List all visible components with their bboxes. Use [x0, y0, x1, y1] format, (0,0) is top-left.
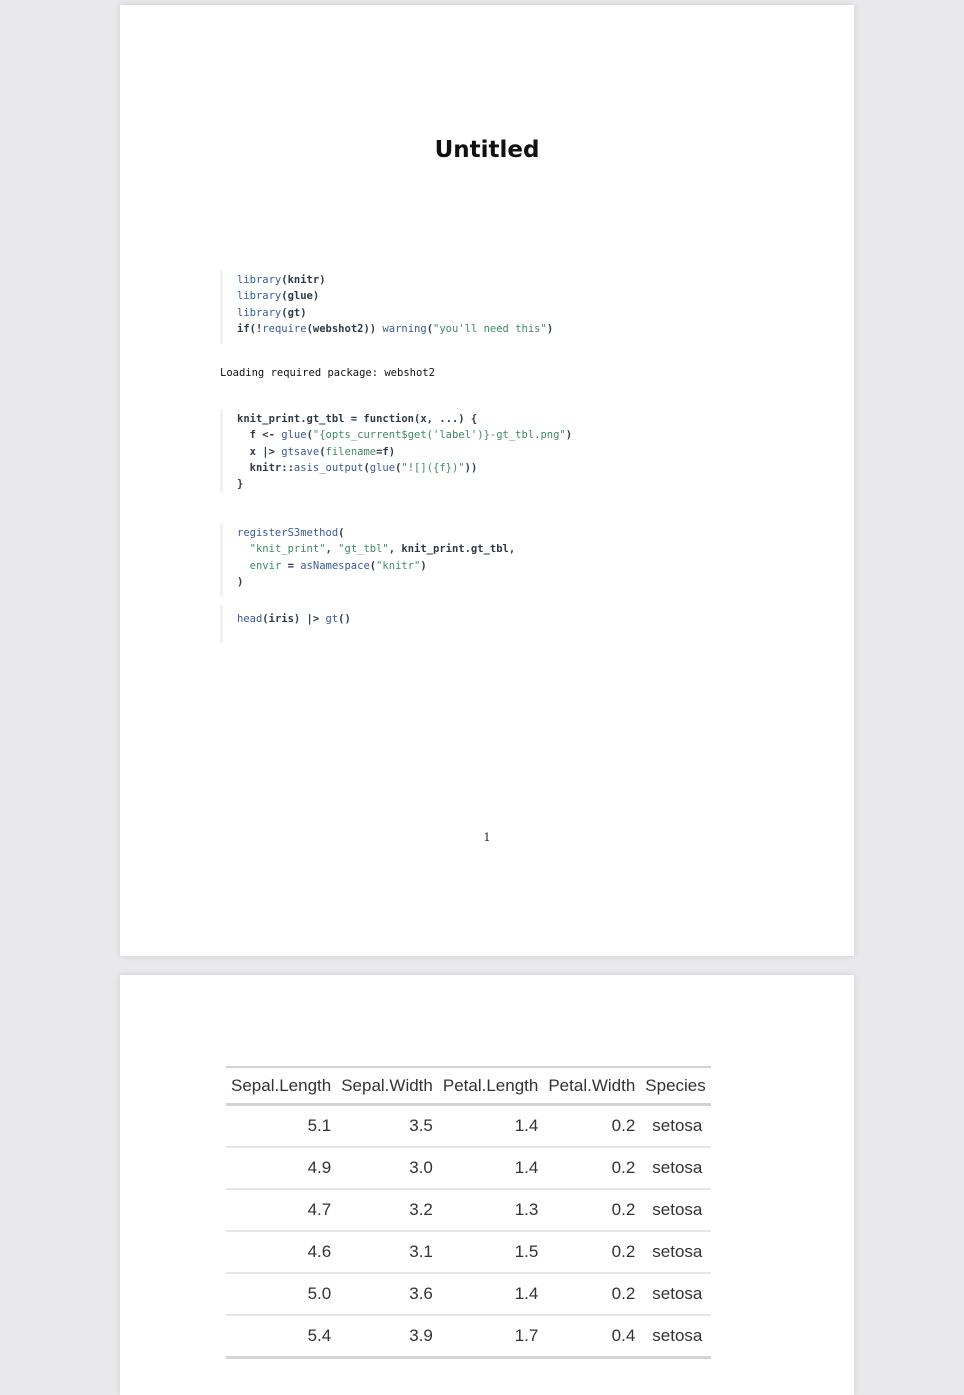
page-number: 1	[483, 831, 491, 844]
code-token: require	[262, 322, 307, 335]
column-header: Sepal.Length	[226, 1067, 336, 1105]
document-title: Untitled	[434, 137, 540, 163]
code-token: "you'll need this"	[433, 322, 547, 335]
code-line	[237, 476, 572, 492]
column-header: Species	[640, 1067, 710, 1105]
table-cell: 5.4	[307, 1326, 332, 1345]
code-line	[237, 541, 515, 557]
table-cell: setosa	[640, 1231, 710, 1273]
table-cell: 3.6	[336, 1273, 438, 1315]
table-cell: 3.5	[336, 1105, 438, 1148]
column-header: Petal.Length	[438, 1067, 543, 1105]
table-row	[226, 1231, 711, 1273]
code-token	[237, 543, 250, 555]
code-token: registerS3method	[237, 527, 339, 539]
code-token: knit_print.gt_tbl = function(x, ...) {	[237, 413, 478, 425]
code-token: "{opts_current$get('label')}-gt_tbl.png"	[312, 429, 566, 442]
code-token: (	[319, 445, 326, 458]
code-line	[237, 321, 553, 337]
code-token: }	[237, 478, 244, 491]
table-cell: 5.0	[226, 1273, 336, 1315]
table-cell: 1.7	[514, 1326, 539, 1345]
code-token: (iris) |>	[262, 613, 326, 625]
code-token: (	[338, 527, 345, 539]
table-cell: setosa	[640, 1147, 710, 1189]
code-token: if(!	[237, 322, 263, 335]
code-token: ()	[338, 613, 351, 625]
code-chunk-head-iris	[220, 605, 351, 643]
table-cell: 1.5	[438, 1231, 543, 1273]
table-cell: 0.2	[543, 1147, 640, 1189]
table-cell: 3.9	[409, 1326, 433, 1345]
code-token: (	[395, 461, 402, 474]
table-cell: 3.2	[336, 1189, 438, 1231]
table-cell: 5.1	[226, 1105, 336, 1148]
code-token: (glue)	[281, 290, 320, 303]
table-cell: setosa	[652, 1326, 703, 1345]
code-line	[237, 558, 515, 574]
code-token: , knit_print.gt_tbl,	[388, 543, 516, 556]
code-token: (gt)	[281, 306, 307, 319]
code-token: "knitr"	[376, 559, 421, 572]
code-token: gtsave	[281, 445, 320, 458]
code-line	[237, 574, 515, 590]
table-cell: 0.2	[543, 1231, 640, 1273]
code-token: f <-	[237, 429, 282, 442]
table-cell: setosa	[640, 1273, 710, 1315]
column-header: Sepal.Width	[336, 1067, 438, 1105]
code-token: (	[369, 559, 377, 572]
table-cell: 1.3	[438, 1189, 543, 1231]
code-token: gt	[325, 613, 339, 625]
document-page-2	[120, 975, 854, 1395]
table-cell: 1.4	[438, 1273, 543, 1315]
table-cell: 1.4	[438, 1105, 543, 1148]
code-token: "knit_print"	[249, 543, 326, 556]
table-cell: setosa	[640, 1189, 710, 1231]
code-token: warning	[382, 322, 427, 335]
table-cell: 4.6	[226, 1231, 336, 1273]
table-row	[226, 1315, 711, 1358]
code-token: )	[237, 575, 244, 588]
code-token: )	[420, 559, 427, 572]
code-line	[237, 288, 553, 304]
table-row	[226, 1147, 711, 1189]
column-header: Petal.Width	[543, 1067, 640, 1105]
code-token: ))	[464, 461, 478, 474]
code-token: library	[237, 290, 282, 303]
code-token: (	[426, 322, 434, 335]
code-line	[237, 305, 553, 321]
code-token: =f)	[376, 445, 396, 458]
code-token: asis_output	[293, 461, 364, 474]
code-token: asNamespace	[300, 559, 370, 572]
code-chunk-register-method	[220, 523, 515, 597]
code-token: "![]({f})"	[401, 461, 465, 474]
code-token: )	[565, 429, 573, 442]
code-line	[237, 460, 572, 476]
code-token: glue	[281, 429, 307, 442]
table-row	[226, 1273, 711, 1315]
console-output: Loading required package: webshot2	[220, 367, 435, 379]
table-cell: 0.2	[543, 1273, 640, 1315]
code-token: =	[281, 559, 301, 572]
code-token: ,	[325, 543, 339, 556]
code-token	[237, 560, 250, 572]
table-cell: 4.7	[226, 1189, 336, 1231]
table-cell: 4.9	[226, 1147, 336, 1189]
code-chunk-libraries	[220, 270, 553, 344]
code-line	[237, 444, 572, 460]
code-token: knitr::	[237, 461, 294, 474]
code-token: (knitr)	[281, 274, 326, 286]
table-cell: setosa	[640, 1105, 710, 1148]
code-token: filename	[325, 445, 377, 458]
table-cell: 0.2	[543, 1105, 640, 1148]
table-cell: 3.0	[336, 1147, 438, 1189]
code-token: )	[546, 322, 554, 335]
table-row	[226, 1105, 711, 1148]
code-line	[237, 411, 572, 427]
code-token: head	[237, 613, 263, 625]
code-token: x |>	[237, 445, 282, 458]
document-page-1	[120, 5, 854, 956]
table-cell: 0.4	[611, 1326, 636, 1345]
code-token: glue	[369, 461, 396, 474]
code-chunk-knit-print	[220, 409, 572, 493]
code-token: library	[237, 274, 282, 286]
table-cell: 3.1	[336, 1231, 438, 1273]
code-token: (	[363, 461, 370, 474]
code-line	[237, 427, 572, 443]
code-line	[237, 611, 351, 627]
code-token: (	[306, 429, 313, 442]
code-line	[237, 525, 515, 541]
table-header-row	[226, 1067, 711, 1105]
code-token: library	[237, 306, 282, 319]
table-cell: 0.2	[543, 1189, 640, 1231]
table-row	[226, 1189, 711, 1231]
iris-table	[226, 1066, 711, 1359]
code-line	[237, 272, 553, 288]
table-cell: 1.4	[438, 1147, 543, 1189]
code-token: "gt_tbl"	[338, 543, 389, 556]
code-token: (webshot2))	[306, 322, 383, 335]
code-token: envir	[249, 559, 282, 572]
